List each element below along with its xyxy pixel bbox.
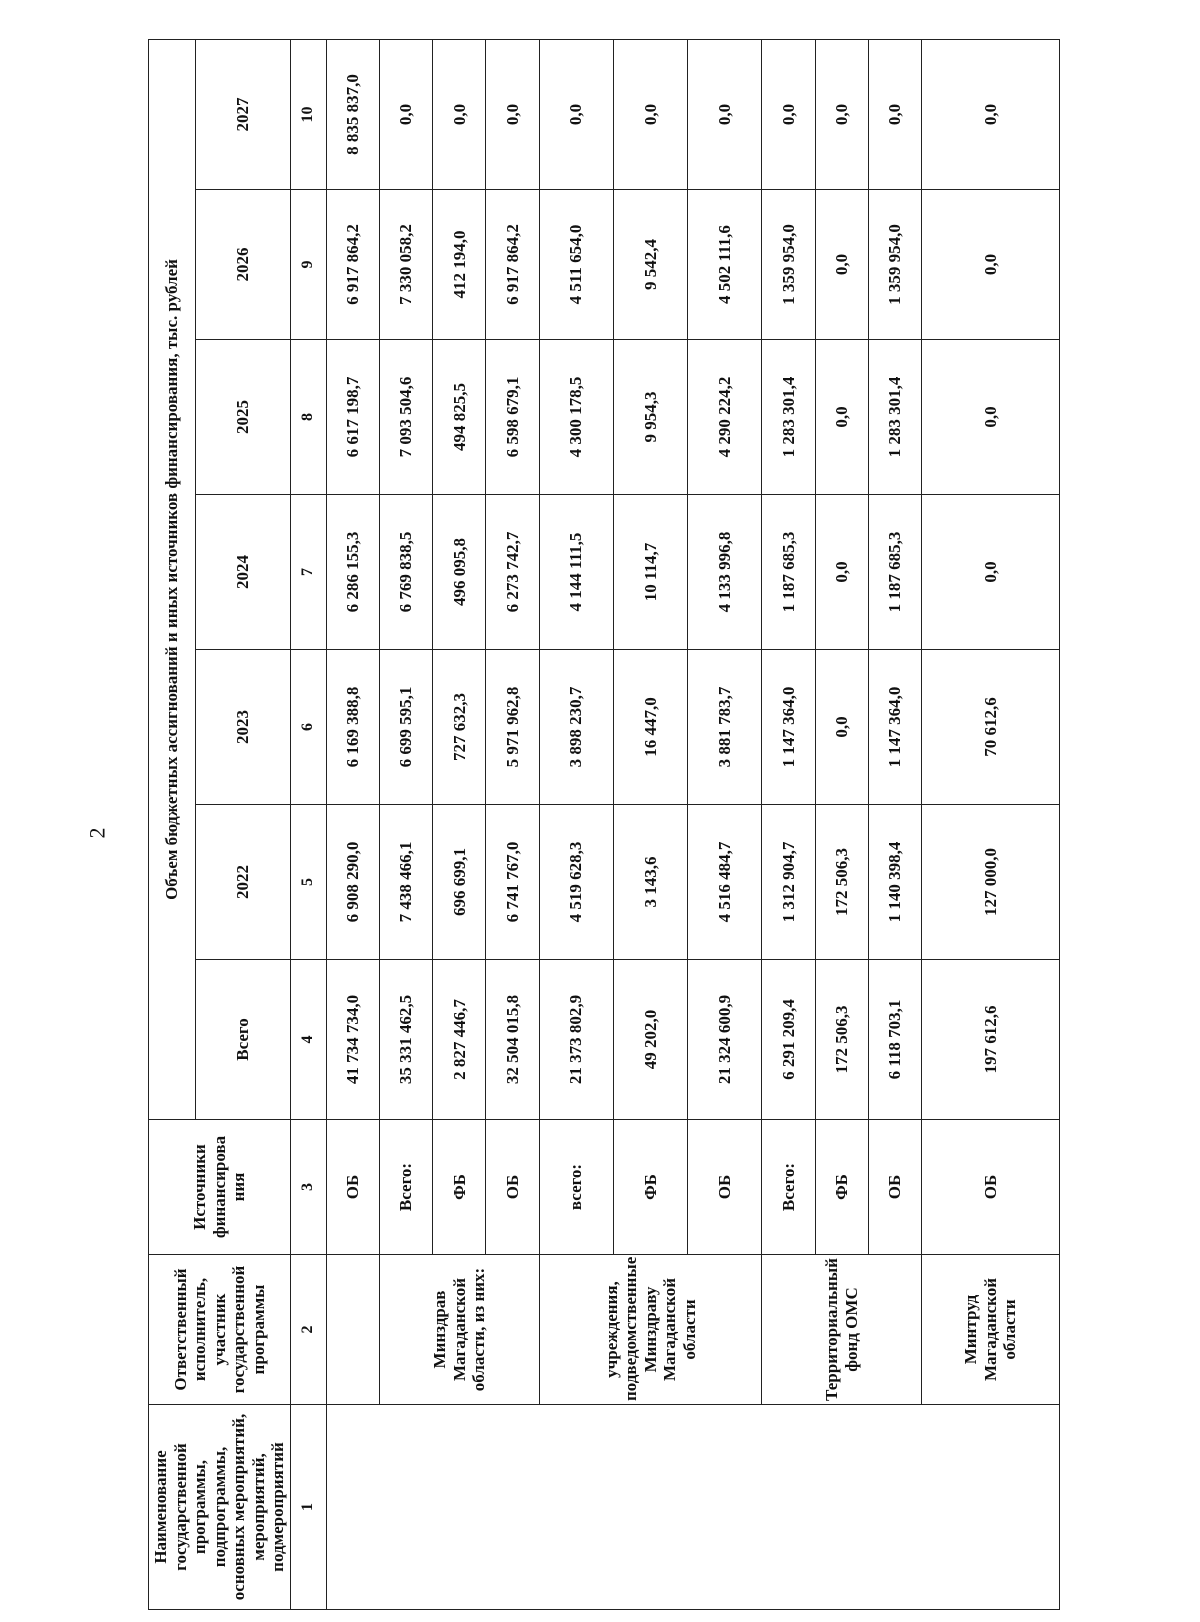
value-cell: 2 827 446,7 [433, 960, 486, 1120]
column-index: 9 [290, 190, 326, 340]
column-index: 3 [290, 1120, 326, 1255]
value-cell: 1 147 364,0 [868, 650, 921, 805]
value-cell: 0,0 [380, 39, 433, 189]
value-cell: 1 312 904,7 [762, 805, 815, 960]
value-cell: 6 741 767,0 [486, 805, 539, 960]
page-number: 2 [84, 827, 110, 839]
value-cell: 0,0 [921, 340, 1059, 495]
header-year: 2026 [195, 190, 290, 340]
value-cell: 9 542,4 [613, 190, 687, 340]
source-cell: ОБ [688, 1120, 762, 1255]
value-cell: 70 612,6 [921, 650, 1059, 805]
value-cell: 1 147 364,0 [762, 650, 815, 805]
responsible-mintrud: Минтруд Магаданской области [921, 1255, 1059, 1405]
column-index: 4 [290, 960, 326, 1120]
source-cell: ОБ [326, 1120, 379, 1255]
header-year: 2023 [195, 650, 290, 805]
value-cell: 0,0 [921, 39, 1059, 189]
value-cell: 21 373 802,9 [539, 960, 613, 1120]
header-year: 2024 [195, 495, 290, 650]
column-index: 2 [290, 1255, 326, 1405]
table-row [380, 39, 433, 1609]
header-name: Наименование государственной программы, подпрограммы, основных мероприятий, мероприятий, подмероприятий [149, 1405, 291, 1610]
header-source: Источники финансирова ния [149, 1120, 291, 1255]
value-cell: 0,0 [921, 495, 1059, 650]
table-row [921, 39, 1059, 1609]
responsible-minzdrav: Минздрав Магаданской области, из них: [380, 1255, 540, 1405]
value-cell: 6 118 703,1 [868, 960, 921, 1120]
value-cell: 696 699,1 [433, 805, 486, 960]
source-cell: ФБ [815, 1120, 868, 1255]
table-row [539, 39, 613, 1609]
value-cell: 41 734 734,0 [326, 960, 379, 1120]
value-cell: 35 331 462,5 [380, 960, 433, 1120]
value-cell: 6 617 198,7 [326, 340, 379, 495]
table-row [326, 39, 379, 1609]
value-cell: 21 324 600,9 [688, 960, 762, 1120]
value-cell: 7 438 466,1 [380, 805, 433, 960]
source-cell: ФБ [613, 1120, 687, 1255]
value-cell: 9 954,3 [613, 340, 687, 495]
value-cell: 6 908 290,0 [326, 805, 379, 960]
table-row [762, 39, 815, 1609]
header-total: Всего [195, 960, 290, 1120]
source-cell: ОБ [921, 1120, 1059, 1255]
value-cell: 494 825,5 [433, 340, 486, 495]
value-cell: 0,0 [815, 190, 868, 340]
value-cell: 1 359 954,0 [762, 190, 815, 340]
value-cell: 0,0 [688, 39, 762, 189]
value-cell: 6 598 679,1 [486, 340, 539, 495]
header-year: 2025 [195, 340, 290, 495]
value-cell: 172 506,3 [815, 805, 868, 960]
source-cell: Всего: [380, 1120, 433, 1255]
value-cell: 4 502 111,6 [688, 190, 762, 340]
value-cell: 7 330 058,2 [380, 190, 433, 340]
value-cell: 6 769 838,5 [380, 495, 433, 650]
value-cell: 6 273 742,7 [486, 495, 539, 650]
value-cell: 4 511 654,0 [539, 190, 613, 340]
value-cell: 4 144 111,5 [539, 495, 613, 650]
value-cell: 6 169 388,8 [326, 650, 379, 805]
value-cell: 1 283 301,4 [762, 340, 815, 495]
value-cell: 0,0 [486, 39, 539, 189]
value-cell: 3 898 230,7 [539, 650, 613, 805]
column-index: 8 [290, 340, 326, 495]
value-cell: 4 290 224,2 [688, 340, 762, 495]
value-cell: 0,0 [921, 190, 1059, 340]
value-cell: 0,0 [762, 39, 815, 189]
value-cell: 127 000,0 [921, 805, 1059, 960]
value-cell: 5 971 962,8 [486, 650, 539, 805]
column-index: 6 [290, 650, 326, 805]
value-cell: 0,0 [539, 39, 613, 189]
source-cell: ФБ [433, 1120, 486, 1255]
header-year: 2027 [195, 39, 290, 189]
value-cell: 1 283 301,4 [868, 340, 921, 495]
value-cell: 0,0 [815, 495, 868, 650]
value-cell: 197 612,6 [921, 960, 1059, 1120]
column-index: 7 [290, 495, 326, 650]
header-year: 2022 [195, 805, 290, 960]
value-cell: 0,0 [433, 39, 486, 189]
source-cell: Всего: [762, 1120, 815, 1255]
value-cell: 6 286 155,3 [326, 495, 379, 650]
header-financing-group: Объем бюджетных ассигнований и иных источников финансирования, тыс. рублей [149, 39, 196, 1119]
column-index: 10 [290, 39, 326, 189]
source-cell: всего: [539, 1120, 613, 1255]
column-index: 1 [290, 1405, 326, 1610]
value-cell: 0,0 [815, 340, 868, 495]
value-cell: 4 516 484,7 [688, 805, 762, 960]
responsible-cell [326, 1255, 379, 1405]
value-cell: 3 881 783,7 [688, 650, 762, 805]
source-cell: ОБ [486, 1120, 539, 1255]
value-cell: 16 447,0 [613, 650, 687, 805]
value-cell: 6 291 209,4 [762, 960, 815, 1120]
value-cell: 172 506,3 [815, 960, 868, 1120]
program-name-cell [326, 1405, 1059, 1610]
value-cell: 1 187 685,3 [868, 495, 921, 650]
value-cell: 412 194,0 [433, 190, 486, 340]
value-cell: 0,0 [613, 39, 687, 189]
value-cell: 6 917 864,2 [486, 190, 539, 340]
value-cell: 32 504 015,8 [486, 960, 539, 1120]
value-cell: 10 114,7 [613, 495, 687, 650]
value-cell: 49 202,0 [613, 960, 687, 1120]
value-cell: 3 143,6 [613, 805, 687, 960]
value-cell: 8 835 837,0 [326, 39, 379, 189]
value-cell: 496 095,8 [433, 495, 486, 650]
value-cell: 4 300 178,5 [539, 340, 613, 495]
header-responsible: Ответственный исполнитель, участник государственной программы [149, 1255, 291, 1405]
source-cell: ОБ [868, 1120, 921, 1255]
value-cell: 1 359 954,0 [868, 190, 921, 340]
value-cell: 4 133 996,8 [688, 495, 762, 650]
column-index: 5 [290, 805, 326, 960]
value-cell: 6 699 595,1 [380, 650, 433, 805]
value-cell: 1 140 398,4 [868, 805, 921, 960]
value-cell: 0,0 [815, 650, 868, 805]
value-cell: 1 187 685,3 [762, 495, 815, 650]
value-cell: 0,0 [868, 39, 921, 189]
responsible-tfoms: Территориальный фонд ОМС [762, 1255, 922, 1405]
rotated-table-wrapper [148, 40, 1060, 1610]
value-cell: 0,0 [815, 39, 868, 189]
value-cell: 6 917 864,2 [326, 190, 379, 340]
value-cell: 727 632,3 [433, 650, 486, 805]
financing-table [148, 39, 1060, 1610]
responsible-institutions: учреждения, подведомственные Минздраву Магаданской области [539, 1255, 762, 1405]
value-cell: 4 519 628,3 [539, 805, 613, 960]
value-cell: 7 093 504,6 [380, 340, 433, 495]
